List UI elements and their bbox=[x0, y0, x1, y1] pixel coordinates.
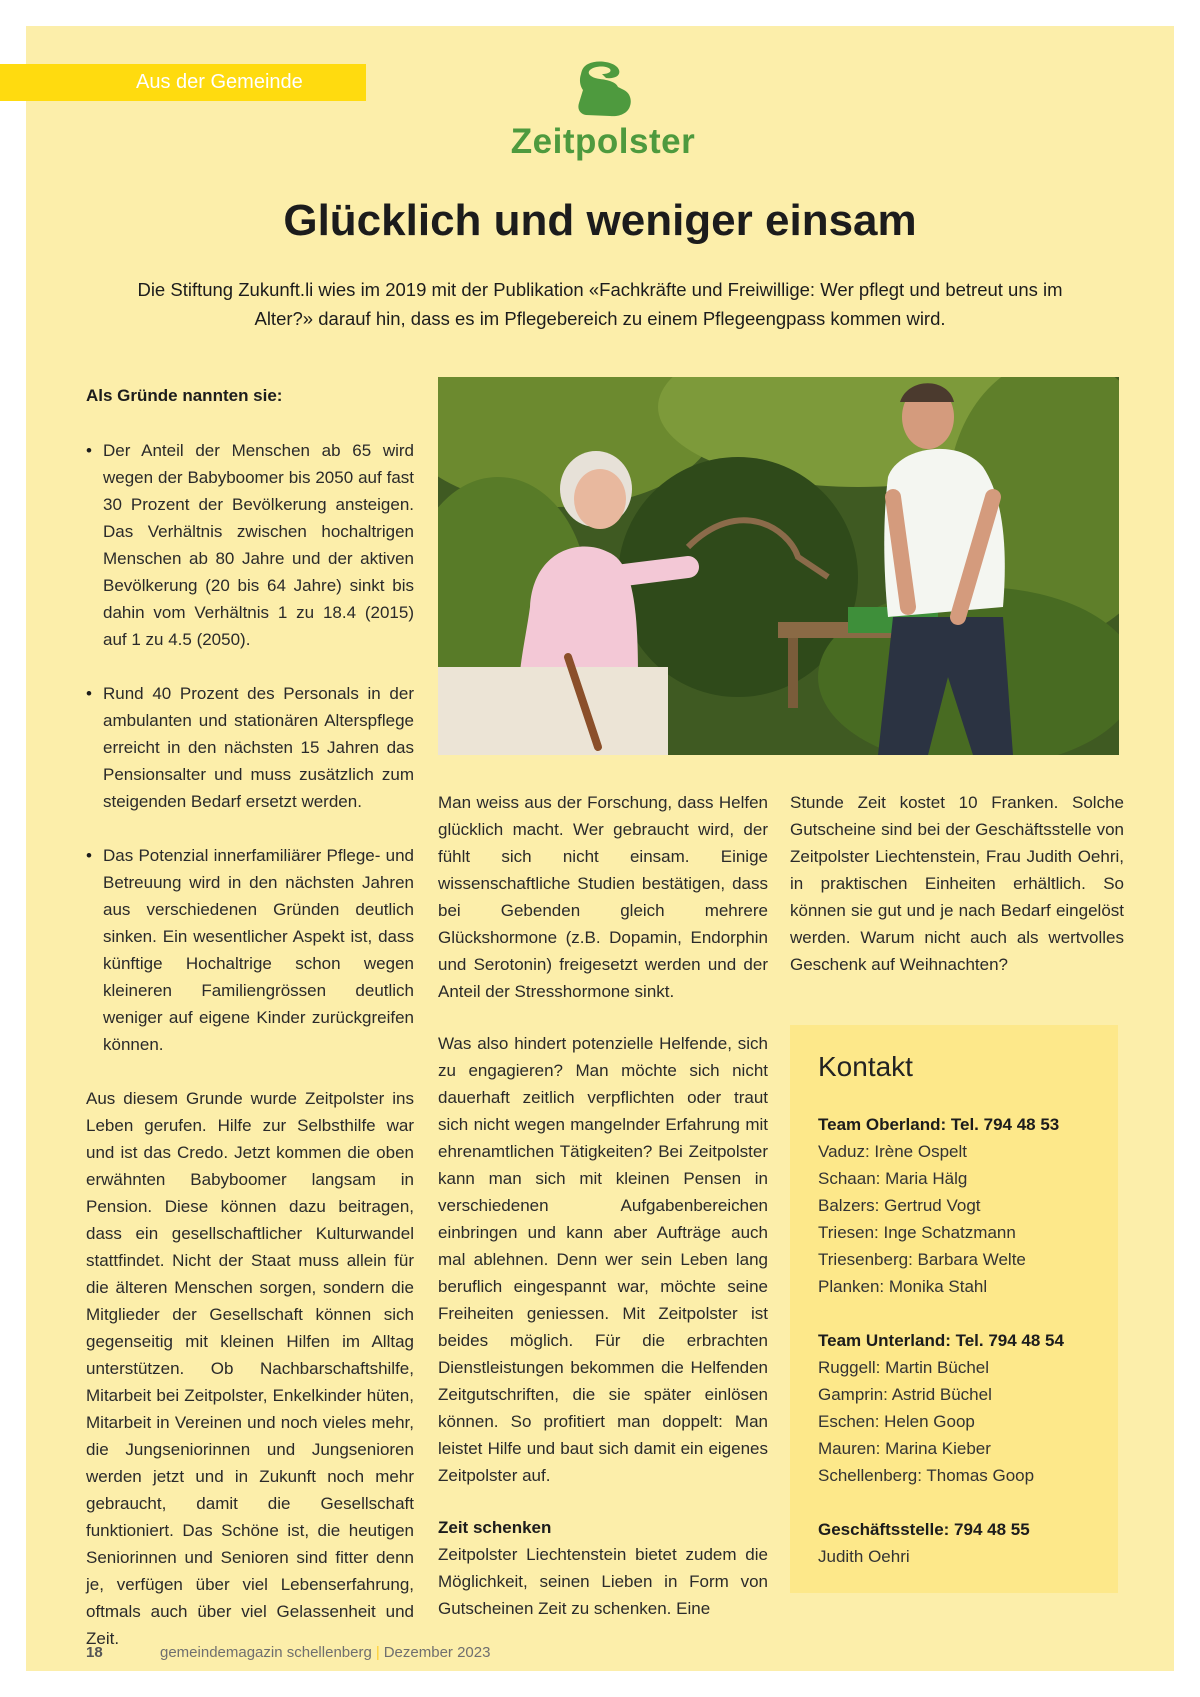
article-lead: Die Stiftung Zukunft.li wies im 2019 mit der Publikation «Fachkräfte und Freiwillige: Wer pflegt und betreut uns im Alter?» darauf hin, dass es im Pflegebereich zu einem Pflegeengpass kommen wird. bbox=[137, 279, 1063, 329]
page-footer bbox=[86, 1644, 490, 1661]
contact-entry: Triesen: Inge Schatzmann bbox=[818, 1223, 1016, 1242]
zeitpolster-logo bbox=[508, 60, 698, 162]
office-heading: Geschäftsstelle: 794 48 55 bbox=[818, 1520, 1030, 1539]
gift-heading: Zeit schenken bbox=[438, 1518, 552, 1537]
paragraph: Stunde Zeit kostet 10 Franken. Solche Gutscheine sind bei der Geschäftsstelle von Zeitpolster Liechtenstein, Frau Judith Oehri, in praktischen Einheiten erhältlich. So können sie gut und je nach Bedarf eingelöst werden. Warum nicht auch als wertvolles Geschenk auf Weihnachten? bbox=[790, 793, 1124, 974]
bullet-item: • Das Potenzial innerfamiliärer Pflege- und Betreuung wird in den nächsten Jahren aus verschiedenen Gründen deutlich sinken. Ein wesentlicher Aspekt ist, dass künftige Hochaltrige schon wegen kleineren Familiengrössen deutlich weniger auf eigene Kinder zurückgreifen können. bbox=[86, 842, 414, 1058]
paragraph: Aus diesem Grunde wurde Zeitpolster ins Leben gerufen. Hilfe zur Selbsthilfe war und ist das Credo. Jetzt kommen die oben erwähnten Babyboomer langsam in Pension. Diese können dazu beitragen, dass ein gesellschaftlicher Kulturwandel stattfindet. Nicht der Staat muss allein für die älteren Menschen sorgen, sondern die Mitglieder der Gesellschaft können sich gegenseitig mit kleinen Hilfen im Alltag unterstützen. Ob Nachbarschaftshilfe, Mitarbeit bei Zeitpolster, Enkelkinder hüten, Mitarbeit in Vereinen und noch vieles mehr, die Jungseniorinnen und Jungsenioren werden jetzt und in Zukunft noch mehr gebraucht, damit die Gesellschaft funktioniert. Das Schöne ist, die heutigen Seniorinnen und Senioren sind fitter denn je, verfügen über viel Lebenserfahrung, oftmals auch über viel Gelassenheit und Zeit. bbox=[86, 1089, 414, 1648]
contact-entry: Vaduz: Irène Ospelt bbox=[818, 1142, 967, 1161]
contact-entry: Gamprin: Astrid Büchel bbox=[818, 1385, 992, 1404]
contact-entry: Ruggell: Martin Büchel bbox=[818, 1358, 990, 1377]
article-title: Glücklich und weniger einsam bbox=[283, 196, 917, 245]
section-tab: Aus der Gemeinde bbox=[0, 64, 366, 101]
contact-entry: Schaan: Maria Hälg bbox=[818, 1169, 968, 1188]
paragraph: Zeitpolster Liechtenstein bietet zudem die Möglichkeit, seinen Lieben in Form von Gutscheinen Zeit zu schenken. Eine bbox=[438, 1545, 768, 1618]
column-right bbox=[790, 789, 1124, 978]
contact-title: Kontakt bbox=[818, 1051, 913, 1082]
reasons-heading: Als Gründe nannten sie: bbox=[86, 386, 283, 405]
contact-entry: Triesenberg: Barbara Welte bbox=[818, 1250, 1026, 1269]
contact-entry: Planken: Monika Stahl bbox=[818, 1277, 988, 1296]
contact-entry: Eschen: Helen Goop bbox=[818, 1412, 975, 1431]
issue-date: Dezember 2023 bbox=[383, 1644, 491, 1661]
contact-entry: Balzers: Gertrud Vogt bbox=[818, 1196, 981, 1215]
bullet-item: • Der Anteil der Menschen ab 65 wird wegen der Babyboomer bis 2050 auf fast 30 Prozent der Bevölkerung ansteigen. Das Verhältnis zwischen hochaltrigen Menschen ab 80 Jahre und der aktiven Bevölkerung (20 bis 64 Jahre) sinkt bis dahin vom Verhältnis 1 zu 18.4 (2015) auf 1 zu 4.5 (2050). bbox=[86, 437, 414, 653]
footer-divider: | bbox=[375, 1644, 380, 1661]
column-middle bbox=[438, 789, 768, 1622]
contact-entry: Schellenberg: Thomas Goop bbox=[818, 1466, 1035, 1485]
bullet-item: • Rund 40 Prozent des Personals in der ambulanten und stationären Alterspflege erreicht in den nächsten 15 Jahren das Pensionsalter und muss zusätzlich zum steigenden Bedarf ersetzt werden. bbox=[86, 680, 414, 815]
page-number: 18 bbox=[86, 1644, 103, 1661]
zeitpolster-logo-icon bbox=[572, 60, 634, 118]
publication-name: gemeindemagazin schellenberg bbox=[160, 1644, 372, 1661]
paragraph: Was also hindert potenzielle Helfende, sich zu engagieren? Man möchte sich nicht dauerhaft zeitlich verpflichten oder traut sich nicht wegen mangelnder Erfahrung mit ehrenamtlichen Tätigkeiten? Bei Zeitpolster kann man sich mit kleinen Pensen in verschiedenen Aufgabenbereichen einbringen und kann aber Aufträge auch mal ablehnen. Denn wer sein Leben lang beruflich eingespannt war, möchte seine Freiheiten geniessen. Mit Zeitpolster ist beides möglich. Für die erbrachten Dienstleistungen bekommen die Helfenden Zeitgutschriften, die sie später einlösen können. So profitiert man doppelt: Man leistet Hilfe und baut sich damit ein eigenes Zeitpolster auf. bbox=[438, 1034, 768, 1485]
garden-photo-illustration bbox=[438, 377, 1119, 755]
contact-entry: Judith Oehri bbox=[818, 1547, 910, 1566]
article-photo bbox=[438, 377, 1119, 755]
contact-entry: Mauren: Marina Kieber bbox=[818, 1439, 991, 1458]
column-left bbox=[86, 382, 414, 1652]
logo-text: Zeitpolster bbox=[510, 122, 696, 161]
team-oberland-heading: Team Oberland: Tel. 794 48 53 bbox=[818, 1115, 1060, 1134]
paragraph: Man weiss aus der Forschung, dass Helfen glücklich macht. Wer gebraucht wird, der fühlt sich nicht einsam. Einige wissenschaftliche Studien bestätigen, dass bei Gebenden gleich mehrere Glückshormone (z.B. Dopamin, Endorphin und Serotonin) freigesetzt werden und der Anteil der Stresshormone sinkt. bbox=[438, 793, 768, 1001]
contact-list bbox=[818, 1111, 1118, 1570]
contact-box bbox=[790, 1025, 1118, 1593]
team-unterland-heading: Team Unterland: Tel. 794 48 54 bbox=[818, 1331, 1064, 1350]
